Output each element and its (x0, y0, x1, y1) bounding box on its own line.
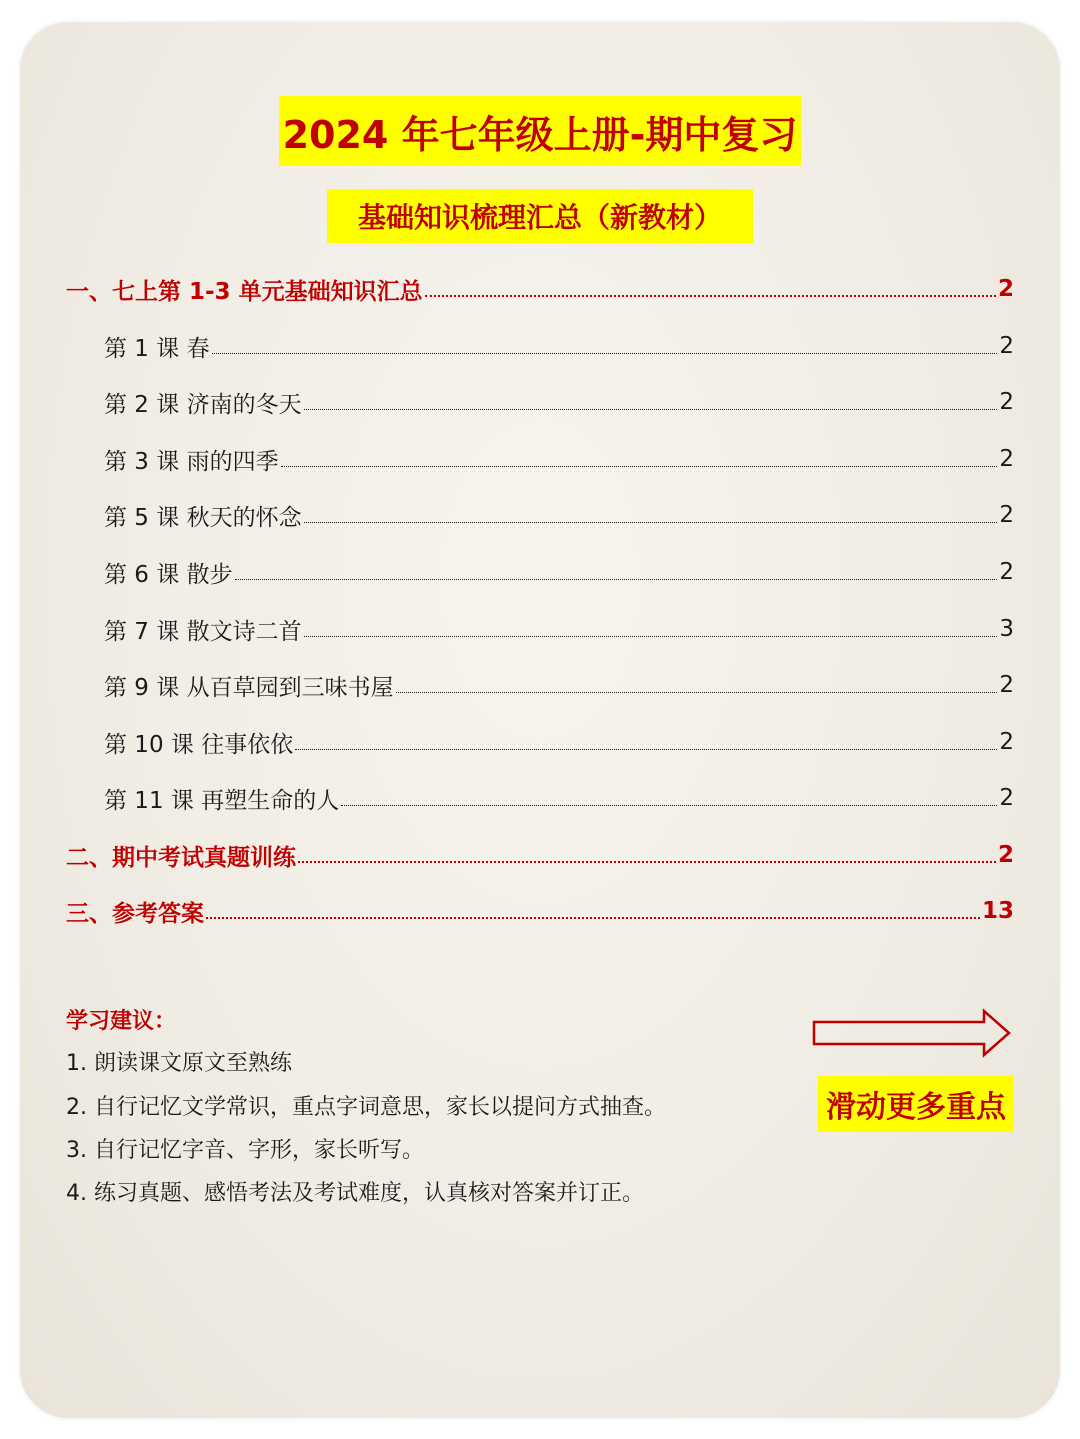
toc-lesson-2[interactable] (66, 382, 1014, 422)
toc-page-number: 2 (999, 559, 1014, 585)
toc-page-number: 3 (999, 616, 1014, 642)
toc-lesson-3[interactable] (66, 439, 1014, 479)
toc-page-number: 13 (981, 898, 1014, 924)
toc-page-number: 2 (999, 785, 1014, 811)
toc-lesson-label: 第 1 课 春 (104, 335, 210, 362)
toc-lesson-11[interactable] (66, 778, 1014, 818)
toc-lesson-10[interactable] (66, 722, 1014, 762)
toc-leader (212, 353, 998, 354)
toc-leader (235, 579, 998, 580)
toc-section-1[interactable] (66, 269, 1014, 309)
toc-lesson-label: 第 11 课 再塑生命的人 (104, 787, 340, 814)
toc-leader (304, 522, 998, 523)
toc-leader (425, 295, 996, 297)
study-tip-item: 1. 朗读课文原文至熟练 (66, 1051, 292, 1076)
toc-leader (396, 692, 998, 693)
toc-leader (341, 805, 997, 806)
toc-leader (281, 466, 998, 467)
toc-lesson-6[interactable] (66, 552, 1014, 592)
toc-page-number: 2 (999, 672, 1014, 698)
toc-lesson-9[interactable] (66, 665, 1014, 705)
toc-page-number: 2 (999, 502, 1014, 528)
toc-lesson-1[interactable] (66, 326, 1014, 366)
toc-page-number: 2 (997, 842, 1014, 868)
document-title: 2024 年七年级上册-期中复习 (279, 96, 801, 166)
toc-lesson-label: 第 3 课 雨的四季 (104, 448, 279, 475)
toc-section-2[interactable] (66, 835, 1014, 875)
toc-lesson-5[interactable] (66, 495, 1014, 535)
toc-leader (295, 749, 997, 750)
toc-leader (304, 636, 998, 637)
toc-page-number: 2 (999, 446, 1014, 472)
toc-page-number: 2 (999, 389, 1014, 415)
study-tip-item: 3. 自行记忆字音、字形，家长听写。 (66, 1138, 424, 1163)
toc-lesson-label: 第 6 课 散步 (104, 561, 233, 588)
right-arrow-icon (812, 1008, 1012, 1058)
toc-section-label: 三、参考答案 (66, 900, 204, 927)
document-subtitle: 基础知识梳理汇总（新教材） (327, 189, 753, 243)
toc-lesson-label: 第 10 课 往事依依 (104, 731, 294, 758)
toc-lesson-label: 第 5 课 秋天的怀念 (104, 504, 302, 531)
toc-section-label: 一、七上第 1-3 单元基础知识汇总 (66, 278, 423, 305)
toc-leader (298, 861, 996, 863)
toc-lesson-7[interactable] (66, 609, 1014, 649)
toc-page-number: 2 (999, 333, 1014, 359)
toc-page-number: 2 (997, 276, 1014, 302)
study-tip-item: 2. 自行记忆文学常识，重点字词意思，家长以提问方式抽查。 (66, 1095, 666, 1120)
toc-leader (206, 917, 980, 919)
study-tips-heading: 学习建议： (66, 1009, 177, 1034)
toc-page-number: 2 (999, 729, 1014, 755)
toc-lesson-label: 第 9 课 从百草园到三味书屋 (104, 674, 394, 701)
toc-lesson-label: 第 2 课 济南的冬天 (104, 391, 302, 418)
swipe-more-label: 滑动更多重点 (818, 1076, 1014, 1132)
study-tip-item: 4. 练习真题、感悟考法及考试难度，认真核对答案并订正。 (66, 1181, 644, 1206)
toc-leader (304, 409, 998, 410)
toc-section-3[interactable] (66, 891, 1014, 931)
toc-section-label: 二、期中考试真题训练 (66, 844, 296, 871)
toc-lesson-label: 第 7 课 散文诗二首 (104, 618, 302, 645)
